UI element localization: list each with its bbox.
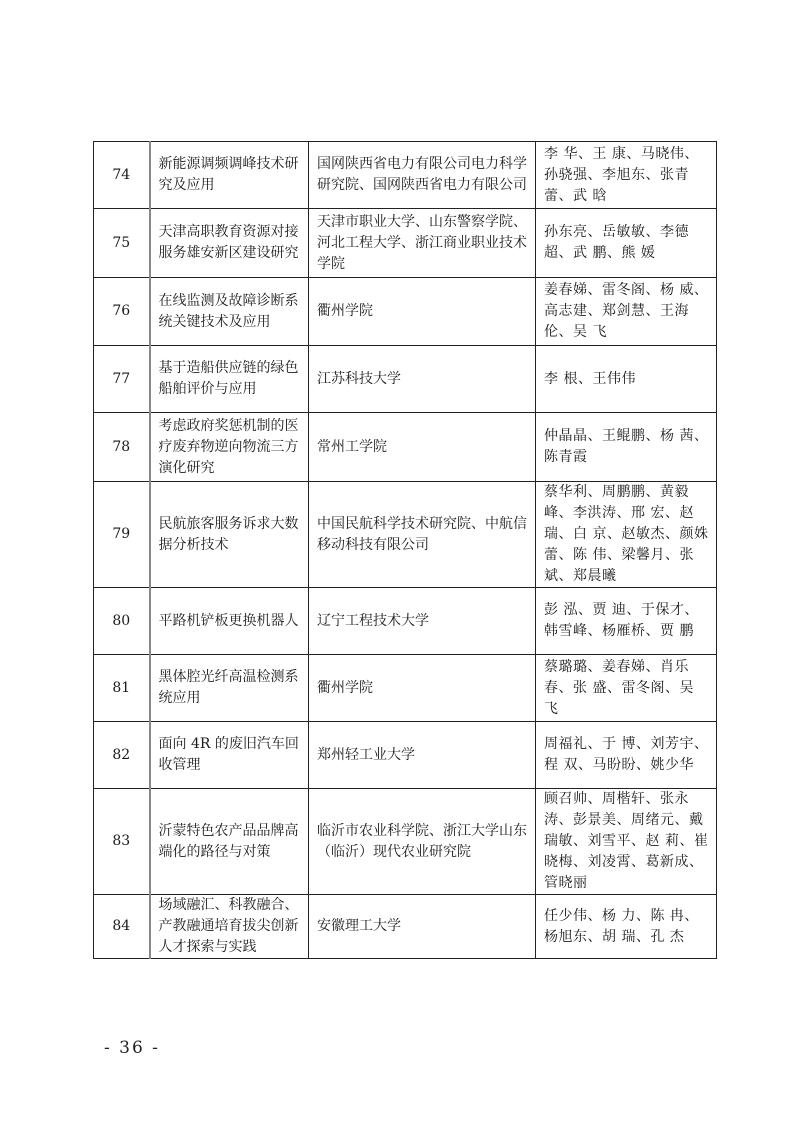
units-cell: 江苏科技大学 [309,346,536,413]
project-name-cell: 在线监测及故障诊断系统关键技术及应用 [150,278,309,346]
page-number: - 36 - [104,1038,160,1058]
project-name-cell: 天津高职教育资源对接服务雄安新区建设研究 [150,209,309,278]
units-cell: 中国民航科学技术研究院、中航信移动科技有限公司 [309,482,536,588]
table-row [94,588,717,655]
row-number: 78 [94,413,150,482]
row-number: 79 [94,482,150,588]
project-name-cell: 基于造船供应链的绿色船舶评价与应用 [150,346,309,413]
names-cell: 仲晶晶、王鲲鹏、杨 茜、陈青霞 [536,413,717,482]
row-number: 75 [94,209,150,278]
names-cell: 李 根、王伟伟 [536,346,717,413]
units-cell: 临沂市农业科学院、浙江大学山东（临沂）现代农业研究院 [309,789,536,895]
table-row [94,346,717,413]
table-row [94,655,717,722]
units-cell: 国网陕西省电力有限公司电力科学研究院、国网陕西省电力有限公司 [309,142,536,209]
table-row [94,789,717,895]
names-cell: 李 华、王 康、马晓伟、孙骁强、李旭东、张青蕾、武 晗 [536,142,717,209]
units-cell: 辽宁工程技术大学 [309,588,536,655]
project-name-cell: 考虑政府奖惩机制的医疗废弃物逆向物流三方演化研究 [150,413,309,482]
project-name-cell: 民航旅客服务诉求大数据分析技术 [150,482,309,588]
row-number: 84 [94,895,150,959]
units-cell: 安徽理工大学 [309,895,536,959]
units-cell: 郑州轻工业大学 [309,722,536,789]
units-cell: 天津市职业大学、山东警察学院、河北工程大学、浙江商业职业技术学院 [309,209,536,278]
names-cell: 任少伟、杨 力、陈 冉、杨旭东、胡 瑞、孔 杰 [536,895,717,959]
names-cell: 周福礼、于 博、刘芳宇、程 双、马盼盼、姚少华 [536,722,717,789]
table-body [94,142,717,959]
names-cell: 蔡璐璐、姜春娣、肖乐春、张 盛、雷冬阁、吴 飞 [536,655,717,722]
units-cell: 衢州学院 [309,655,536,722]
names-cell: 孙东亮、岳敏敏、李德超、武 鹏、熊 媛 [536,209,717,278]
row-number: 82 [94,722,150,789]
project-name-cell: 新能源调频调峰技术研究及应用 [150,142,309,209]
table-row [94,482,717,588]
award-table [93,141,717,959]
names-cell: 彭 泓、贾 迪、于保才、韩雪峰、杨雁桥、贾 鹏 [536,588,717,655]
table-row [94,722,717,789]
table-row [94,895,717,959]
row-number: 80 [94,588,150,655]
table-row [94,142,717,209]
row-number: 83 [94,789,150,895]
row-number: 74 [94,142,150,209]
project-name-cell: 黑体腔光纤高温检测系统应用 [150,655,309,722]
table-row [94,413,717,482]
row-number: 77 [94,346,150,413]
project-name-cell: 沂蒙特色农产品品牌高端化的路径与对策 [150,789,309,895]
names-cell: 蔡华利、周鹏鹏、黄毅峰、李洪涛、邢 宏、赵 瑞、白 京、赵敏杰、颜姝蕾、陈 伟、梁馨月、张 斌、郑晨曦 [536,482,717,588]
project-name-cell: 平路机铲板更换机器人 [150,588,309,655]
project-name-cell: 场域融汇、科教融合、产教融通培育拔尖创新人才探索与实践 [150,895,309,959]
units-cell: 常州工学院 [309,413,536,482]
project-name-cell: 面向 4R 的废旧汽车回收管理 [150,722,309,789]
row-number: 81 [94,655,150,722]
row-number: 76 [94,278,150,346]
table-row [94,278,717,346]
names-cell: 姜春娣、雷冬阁、杨 威、高志建、郑剑慧、王海伦、吴 飞 [536,278,717,346]
units-cell: 衢州学院 [309,278,536,346]
names-cell: 顾召帅、周楷轩、张永涛、彭景美、周绪元、戴瑞敏、刘雪平、赵 莉、崔晓梅、刘凌霄、葛新成、管晓丽 [536,789,717,895]
table-row [94,209,717,278]
